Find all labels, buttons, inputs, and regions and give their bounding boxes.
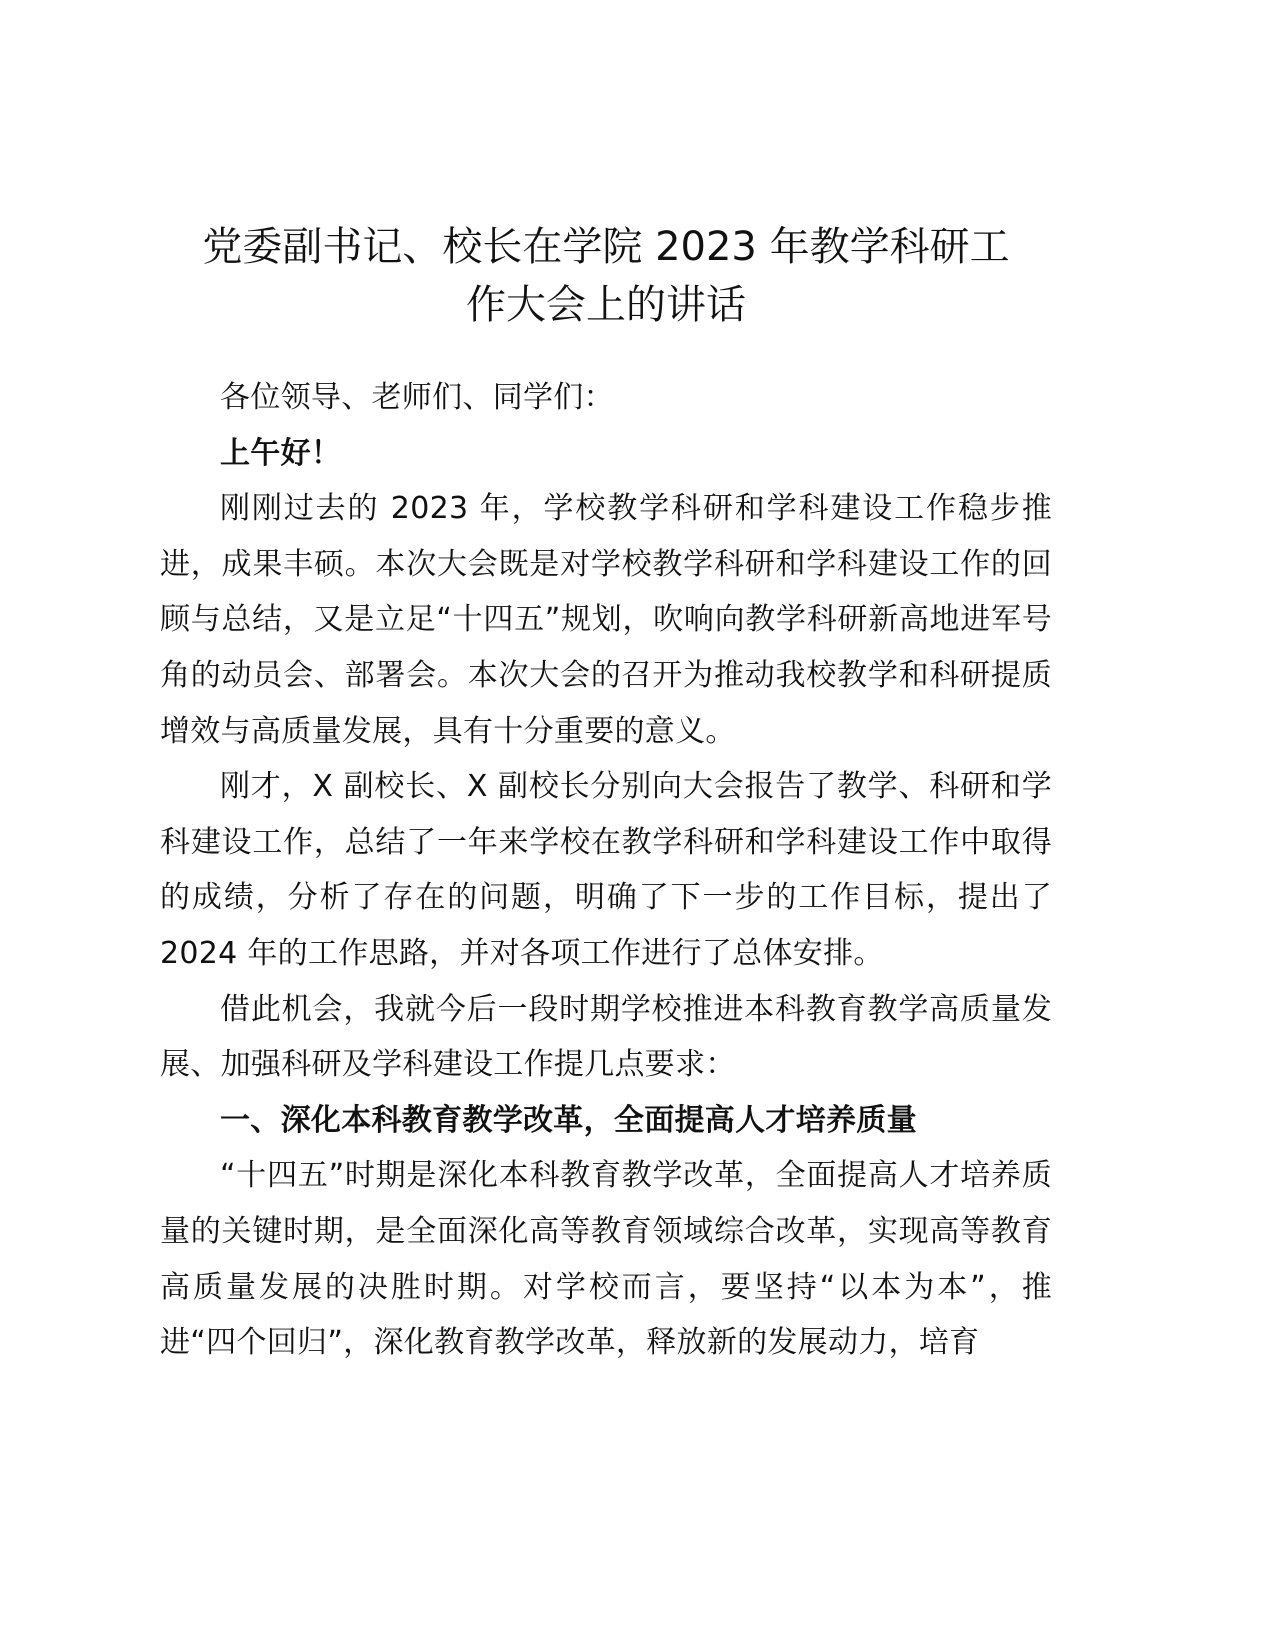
- document-title: [160, 218, 1052, 334]
- greeting: 上午好！: [220, 435, 342, 471]
- paragraph-2: 刚才，X 副校长、X 副校长分别向大会报告了教学、科研和学科建设工作，总结了一年来学校在教学科研和学科建设工作中取得的成绩，分析了存在的问题，明确了下一步的工作目标，提出了 2024 年的工作思路，并对各项工作进行了总体安排。: [160, 769, 1052, 971]
- paragraph-1: 刚刚过去的 2023 年，学校教学科研和学科建设工作稳步推进，成果丰硕。本次大会既是对学校教学科研和学科建设工作的回顾与总结，又是立足“十四五”规划，吹响向教学科研新高地进军号角的动员会、部署会。本次大会的召开为推动我校教学和科研提质增效与高质量发展，具有十分重要的意义。: [160, 491, 1052, 749]
- document-page: [160, 218, 1052, 1371]
- title-line-1: 党委副书记、校长在学院 2023 年教学科研工: [202, 224, 1010, 270]
- title-line-2: 作大会上的讲话: [466, 282, 746, 328]
- paragraph-3: 借此机会，我就今后一段时期学校推进本科教育教学高质量发展、加强科研及学科建设工作提几点要求：: [160, 991, 1052, 1083]
- section-paragraph: “十四五”时期是深化本科教育教学改革，全面提高人才培养质量的关键时期，是全面深化高等教育领域综合改革，实现高等教育高质量发展的决胜时期。对学校而言，要坚持“以本为本”，推进“四个回归”，深化教育教学改革，释放新的发展动力，培育: [160, 1158, 1052, 1361]
- salutation: 各位领导、老师们、同学们：: [220, 380, 614, 415]
- section-heading: 一、深化本科教育教学改革，全面提高人才培养质量: [220, 1102, 917, 1138]
